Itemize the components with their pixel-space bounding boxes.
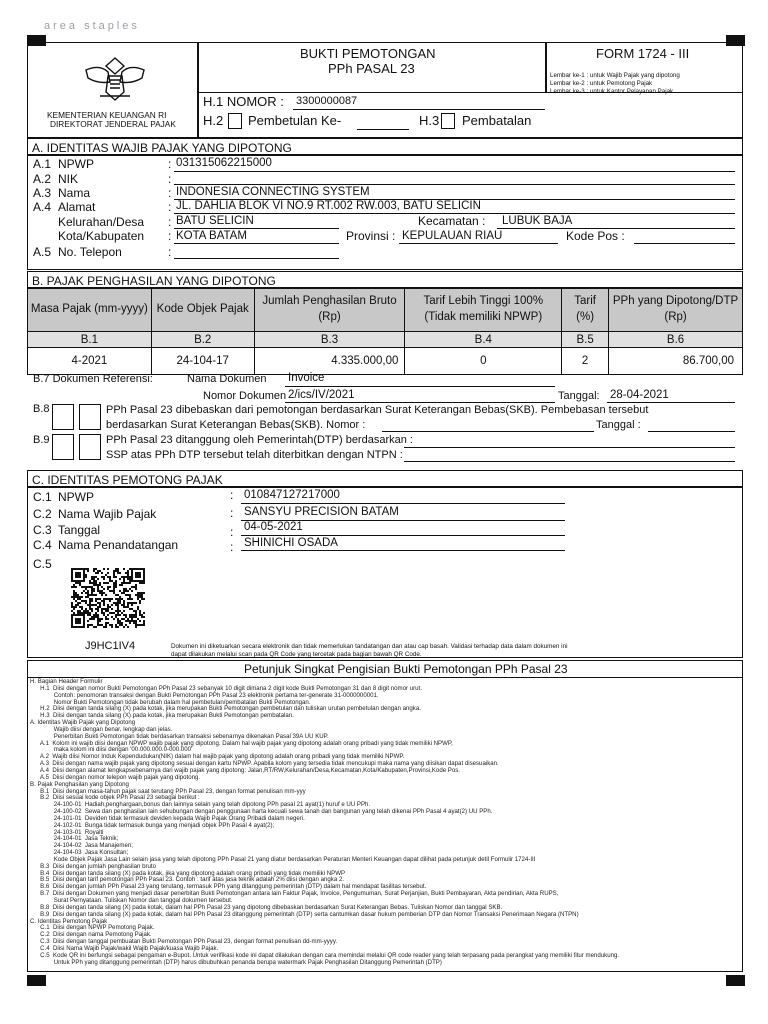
qr-code-text: J9HC1IV4	[85, 640, 136, 652]
kota-label: Kota/Kabupaten	[58, 229, 145, 243]
kelurahan-underline	[174, 228, 339, 229]
bottom-bar-left	[27, 975, 46, 986]
provinsi-underline	[399, 243, 558, 244]
a3-value: INDONESIA CONNECTING SYSTEM	[176, 186, 370, 198]
instruction-line: B.4 Diisi dengan tanda silang (X) pada kotak, jika yang dipotong adalah orang pribadi yang tidak memiliki NPWP	[30, 869, 346, 877]
a1-code: A.1	[33, 157, 52, 171]
nomor-dokumen-underline	[285, 402, 555, 403]
b8-checkbox-2[interactable]	[79, 404, 101, 430]
instructions-title: Petunjuk Singkat Pengisian Bukti Pemotongan PPh Pasal 23	[244, 662, 568, 676]
b9-checkbox[interactable]	[52, 434, 74, 460]
kecamatan-value: LUBUK BAJA	[502, 215, 573, 227]
kodepos-underline	[634, 243, 735, 244]
qr-code-icon	[71, 568, 145, 628]
cell-pph-dipotong: 86.700,00	[609, 348, 743, 375]
instruction-line: C.5 Kode QR ini berfungsi sebagai pengaman e-Bupot. Untuk verifikasi kode ini dapat dilakukan dengan cara memindai melalui QR code reader yang telah terpasang pada perangkat yang memiliki fitur mendukung.	[30, 951, 620, 959]
instruction-line: A.4 Diisi dengan alamat lengkapsebenarnya dari wajib pajak yang dipotong: Jalan,RT/RW,Kelurahan/Desa,Kecamatan,Kota/Kabupaten,Provinsi,Kode Pos.	[30, 766, 460, 774]
c2-colon: :	[230, 506, 234, 520]
instruction-line: 24-104-03 Jasa Konsultan;	[30, 849, 129, 857]
b9-line1: PPh Pasal 23 ditanggung oleh Pemerintah(DTP) berdasarkan :	[106, 434, 413, 446]
h3-text: Pembatalan	[462, 113, 532, 128]
instruction-line: A.5 Diisi dengan nomor telepon wajib pajak yang dipotong.	[30, 773, 201, 781]
c4-code: C.4	[33, 538, 52, 552]
pph-table	[27, 288, 743, 375]
a5-underline	[174, 258, 339, 259]
instruction-line: 24-100-01 Hadiah,penghargaan,bonus dan lainnya selain yang telah dipotong PPh pasal 21 ayat(1) huruf e UU PPh.	[30, 801, 371, 809]
a1-label: NPWP	[58, 157, 94, 171]
nama-dokumen-label: Nama Dokumen	[187, 373, 267, 385]
instruction-line: C. Identitas Pemotong Pajak	[30, 917, 108, 925]
h1-underline	[293, 109, 545, 110]
b8-tanggal-label: Tanggal :	[596, 419, 641, 431]
h1-label: H.1 NOMOR :	[203, 94, 284, 109]
h3-checkbox[interactable]	[441, 113, 455, 129]
instruction-line: H.2 Diisi dengan tanda silang (X) pada kotak, jika merupakan Bukti Pemotongan pembetulan dan tuliskan urutan pembetulan dengan angka.	[30, 705, 421, 713]
c4-colon: :	[230, 540, 234, 554]
b9-checkbox-2[interactable]	[79, 434, 101, 460]
validation-note-1: Dokumen ini diketuarkan secara elektronik dan tidak memerlukan tandatangan dan atau cap basah. Validasi terhadap data dalam dokumen ini	[171, 643, 568, 650]
instruction-line: H. Bagian Header Formulir	[30, 678, 103, 685]
c3-code: C.3	[33, 523, 52, 537]
instruction-line: Nomor Bukti Pemotongan tidak berubah dalam hal pembetulan/pembatalan Bukti Pemotongan.	[30, 698, 311, 706]
th-kode-objek: Kode Objek Pajak	[151, 289, 254, 332]
a1-colon: :	[168, 157, 172, 171]
instruction-line: C.1 Diisi dengan NPWP Pemotong Pajak.	[30, 924, 155, 932]
a1-value: 031315062215000	[176, 157, 272, 169]
cell-jumlah-bruto: 4.335.000,00	[254, 348, 405, 375]
instruction-line: Kode Objek Pajak Jasa Lain selain jasa yang telah dipotong PPh Pasal 21 yang diatur berdasarkan Peraturan Menteri Keuangan dapat dilihat pada petunjuk detil Formulir 1724-III	[30, 855, 536, 863]
a5-code: A.5	[33, 245, 52, 259]
b9-line2: SSP atas PPh DTP tersebut telah diterbitkan dengan NTPN :	[106, 449, 403, 461]
b8-line1: PPh Pasal 23 dibebaskan dari pemotongan berdasarkan Surat Keterangan Bebas(SKB). Pembebasan tersebut	[106, 404, 649, 416]
instruction-line: C.4 Diisi Nama Wajib Pajak/wakil Wajib Pajak/kuasa Wajib Pajak.	[30, 944, 219, 952]
h2-checkbox[interactable]	[228, 113, 242, 129]
instruction-line: B.5 Diisi dengan tarif pemotongan PPh Pasal 23. Contoh : tarif atas jasa teknik adalah 2% diisi dengan angka 2.	[30, 876, 345, 884]
section-b-title: B. PAJAK PENGHASILAN YANG DIPOTONG	[27, 271, 743, 288]
instruction-line: B.7 Diisi dengan Dokumen yang menjadi dasar penerbitan Bukti Pemotongan antara lain Faktur Pajak, Invoice, Pengumuman, Surat Perjanjian, Bukti Pembayaran, Akta pendirian, Akta RUPS,	[30, 890, 559, 898]
cell-tarif-lebih-tinggi: 0	[405, 348, 562, 375]
a3-label: Nama	[58, 186, 91, 200]
code-b4: B.4	[405, 332, 562, 348]
instruction-line: 24-104-02 Jasa Manajemen;	[30, 842, 133, 850]
kecamatan-label: Kecamatan :	[418, 214, 486, 228]
b7-label: B.7 Dokumen Referensi:	[33, 373, 153, 385]
b9-code: B.9	[33, 434, 50, 446]
cell-kode-objek: 24-104-17	[151, 348, 254, 375]
instruction-line: C.3 Diisi dengan tanggal pembuatan Bukti Pemotongan PPh Pasal 23, dengan format penulisan dd-mm-yyyy.	[30, 938, 338, 946]
a5-label: No. Telepon	[58, 245, 122, 259]
provinsi-label: Provinsi :	[346, 229, 396, 243]
validation-note-2: dapat dilakukan melalui scan pada QR Code yang tercetak pada bagian bawah QR Code.	[171, 651, 422, 658]
a3-colon: :	[168, 186, 172, 200]
instruction-line: 24-100-02 Sewa dan penghasilan lain sehubungan dengan penggunaan harta kecuali sewa tanah dan bangunan yang telah dikenai PPh Pasal 4 ayat(2) UU PPh.	[30, 808, 493, 816]
instruction-line: B. Pajak Penghasilan yang Dipotong	[30, 780, 129, 788]
a4-label: Alamat	[58, 200, 96, 214]
instruction-line: 24-101-01 Deviden tidak termasuk deviden kepada Wajib Pajak Orang Pribadi dalam negeri.	[30, 814, 305, 822]
h2-underline	[357, 129, 409, 130]
c1-label: NPWP	[58, 490, 94, 504]
lembar-3: Lembar ke-3 : untuk Kantor Pelayanan Pajak	[550, 88, 674, 95]
lembar-2: Lembar ke-2 : untuk Pemotong Pajak	[550, 80, 653, 87]
instruction-line: Untuk PPh yang ditanggung pemerintah (DTP) harus dibubuhkan penanda berupa watermark Pajak Penghasilan Ditanggung Pemerintah (DTP)	[30, 958, 442, 966]
instruction-line: B.2 Diisi sesuai kode objek PPh Pasal 23 sebagai berikut :	[30, 794, 200, 802]
th-tarif: Tarif (%)	[562, 289, 609, 332]
a2-label: NIK	[58, 172, 79, 186]
instruction-line: maka kolom ini diisi dengan '00.000.000.0-000.000'	[30, 746, 193, 754]
a4-code: A.4	[33, 200, 52, 214]
h2-text: Pembetulan Ke-	[248, 113, 342, 128]
b9-underline-1	[404, 447, 735, 448]
nama-dokumen-underline	[285, 386, 555, 387]
instruction-line: A.1 Kolom ini wajib diisi dengan NPWP wajib pajak yang dipotong. Dalam hal wajib pajak yang dipotong adalah orang pribadi yang tidak memiliki NPWP,	[30, 739, 453, 747]
instruction-line: Surat Pernyataan. Tuliskan Nomor dan tanggal dokumen tersebut.	[30, 897, 233, 904]
nama-dokumen-value: Invoice	[288, 372, 325, 384]
kodepos-label: Kode Pos :	[566, 229, 625, 243]
tanggal-dokumen-underline	[607, 402, 735, 403]
tanggal-dokumen-value: 28-04-2021	[610, 389, 669, 401]
instruction-line: H.1 Diisi dengan nomor Bukti Pemotongan PPh Pasal 23 sebanyak 10 digit dimana 2 digit kode Bukti Pemotongan 31 dan 8 digit nomor urut.	[30, 684, 422, 692]
instruction-line: 24-104-01 Jasa Teknik;	[30, 835, 119, 843]
instructions-title-line	[27, 677, 743, 678]
c5-code: C.5	[33, 557, 52, 571]
b8-code: B.8	[33, 403, 50, 415]
a1-underline	[174, 171, 735, 172]
title-bukti: BUKTI PEMOTONGAN	[300, 46, 436, 61]
kelurahan-colon: :	[168, 215, 172, 229]
instruction-line: B.1 Diisi dengan masa-tahun pajak saat terutang PPh Pasal 23, dengan format penulisan mm-yyy	[30, 787, 306, 795]
instruction-line: Penerbitan Bukti Pemotongan tidak berdasarkan transaksi sebenarnya dikenakan Pasal 39A UU KUP.	[30, 732, 329, 740]
kota-underline	[174, 243, 339, 244]
nomor-dokumen-label: Nomor Dokumen	[203, 390, 287, 402]
instruction-line: A.3 Diisi dengan nama wajib pajak yang dipotong sesuai dengan kartu NPWP. Apabila kolom yang tersedia tidak mencukupi maka nama yang diisikan dapat disesuaikan.	[30, 760, 499, 768]
th-pph-dipotong: PPh yang Dipotong/DTP (Rp)	[609, 289, 743, 332]
c3-value: 04-05-2021	[244, 521, 303, 533]
title-pph: PPh PASAL 23	[328, 61, 415, 76]
section-a-title: A. IDENTITAS WAJIB PAJAK YANG DIPOTONG	[27, 138, 743, 155]
c1-colon: :	[230, 488, 234, 502]
kementerian-text: KEMENTERIAN KEUANGAN RI	[47, 110, 167, 120]
instruction-line: A.2 Wajib diisi Nomor Induk Kependudukan(NIK) dalam hal wajib pajak yang dipotong adalah orang pribadi yang tidak memiliki NPWP.	[30, 753, 405, 761]
nomor-dokumen-value: 2/ics/IV/2021	[288, 389, 355, 401]
c2-label: Nama Wajib Pajak	[58, 507, 157, 521]
h3-label: H.3	[419, 113, 440, 128]
instruction-line: B.8 Diisi dengan tanda silang (X) pada kotak, dalam hal PPh Pasal 23 yang dipotong dibebaskan berdasarkan Surat Keterangan Bebas. Tuliskan Nomor dan tanggal SKB.	[30, 903, 503, 911]
instruction-line: B.9 Diisi dengan tanda silang (X) pada kotak, dalam hal PPh Pasal 23 ditanggung pemerintah (DTP) serta cantumkan dasar hukum pemberian DTP dan Nomor Transaksi Penerimaan Negara (NTPN)	[30, 910, 579, 918]
direktorat-text: DIREKTORAT JENDERAL PAJAK	[50, 119, 176, 129]
c3-underline	[241, 535, 565, 536]
a4-value: JL. DAHLIA BLOK VI NO.9 RT.002 RW.003, BATU SELICIN	[176, 200, 481, 212]
c1-underline	[241, 503, 565, 504]
b8-checkbox[interactable]	[52, 404, 74, 430]
instructions-list	[30, 679, 742, 966]
garuda-emblem-icon	[80, 52, 150, 104]
cell-masa-pajak: 4-2021	[28, 348, 152, 375]
code-b6: B.6	[609, 332, 743, 348]
code-b1: B.1	[28, 332, 152, 348]
form-number: FORM 1724 - III	[596, 46, 690, 61]
b8-line2: berdasarkan Surat Keterangan Bebas(SKB). Nomor :	[106, 419, 366, 431]
kelurahan-label: Kelurahan/Desa	[58, 215, 145, 229]
tanggal-dokumen-label: Tanggal:	[558, 390, 600, 402]
c3-colon: :	[230, 525, 234, 539]
c2-code: C.2	[33, 507, 52, 521]
kota-value: KOTA BATAM	[176, 230, 247, 242]
a2-underline	[174, 184, 735, 185]
watermark-text: area staples	[44, 20, 140, 32]
a3-code: A.3	[33, 186, 52, 200]
b8-tanggal-underline	[648, 431, 735, 432]
code-b2: B.2	[151, 332, 254, 348]
code-b5: B.5	[562, 332, 609, 348]
b8-nomor-underline	[382, 431, 594, 432]
a2-colon: :	[168, 172, 172, 186]
a5-colon: :	[168, 245, 172, 259]
instruction-line: B.3 Diisi dengan jumlah penghasilan bruto	[30, 862, 157, 870]
lembar-1: Lembar ke-1 : untuk Wajib Pajak yang dipotong	[550, 72, 680, 79]
kelurahan-value: BATU SELICIN	[176, 215, 254, 227]
instruction-line: Wajib diisi dengan benar, lengkap dan jelas.	[30, 725, 173, 733]
a4-colon: :	[168, 200, 172, 214]
kota-colon: :	[168, 229, 172, 243]
a2-code: A.2	[33, 172, 52, 186]
instruction-line: B.6 Diisi dengan jumlah PPh Pasal 23 yang terutang, termasuk PPh yang ditanggung pemerintah (DTP) dalam hal mendapat fasilitas tersebut.	[30, 883, 427, 891]
c3-label: Tanggal	[58, 523, 101, 537]
c2-value: SANSYU PRECISION BATAM	[244, 506, 399, 518]
instruction-line: Contoh: penomoran transaksi dengan Bukti Pemotongan PPh Pasal 23 elektronik pertama ter-generate 31-0000000001.	[30, 691, 379, 699]
section-c-title: C. IDENTITAS PEMOTONG PAJAK	[27, 470, 743, 487]
instruction-line: C.2 Diisi dengan nama Pemotong Pajak.	[30, 931, 152, 939]
h2-label: H.2	[203, 113, 224, 128]
bottom-bar-right	[726, 975, 745, 986]
header-divider-1	[197, 42, 199, 138]
c1-value: 010847127217000	[244, 489, 340, 501]
header-divider-2	[545, 42, 547, 92]
th-tarif-lebih-tinggi: Tarif Lebih Tinggi 100% (Tidak memiliki NPWP)	[405, 289, 562, 332]
th-jumlah-bruto: Jumlah Penghasilan Bruto (Rp)	[254, 289, 405, 332]
th-masa-pajak: Masa Pajak (mm-yyyy)	[28, 289, 152, 332]
c1-code: C.1	[33, 490, 52, 504]
instruction-line: 24-102-01 Bunga tidak termasuk bunga yang menjadi objek PPh Pasal 4 ayat(2);	[30, 821, 275, 829]
instruction-line: H.3 Diisi dengan tanda silang (X) pada kotak, jika merupakan Bukti Pemotongan pembatalan.	[30, 712, 294, 720]
code-b3: B.3	[254, 332, 405, 348]
instruction-line: 24-103-01 Royalti	[30, 828, 104, 836]
instruction-line: A. Identitas Wajib Pajak yang Dipotong	[30, 719, 136, 727]
b9-underline-2	[404, 461, 735, 462]
provinsi-value: KEPULAUAN RIAU	[402, 230, 503, 242]
c4-value: SHINICHI OSADA	[244, 537, 338, 549]
cell-tarif: 2	[562, 348, 609, 375]
c4-underline	[241, 550, 565, 551]
c4-label: Nama Penandatangan	[58, 538, 179, 552]
h1-value: 3300000087	[296, 95, 358, 107]
